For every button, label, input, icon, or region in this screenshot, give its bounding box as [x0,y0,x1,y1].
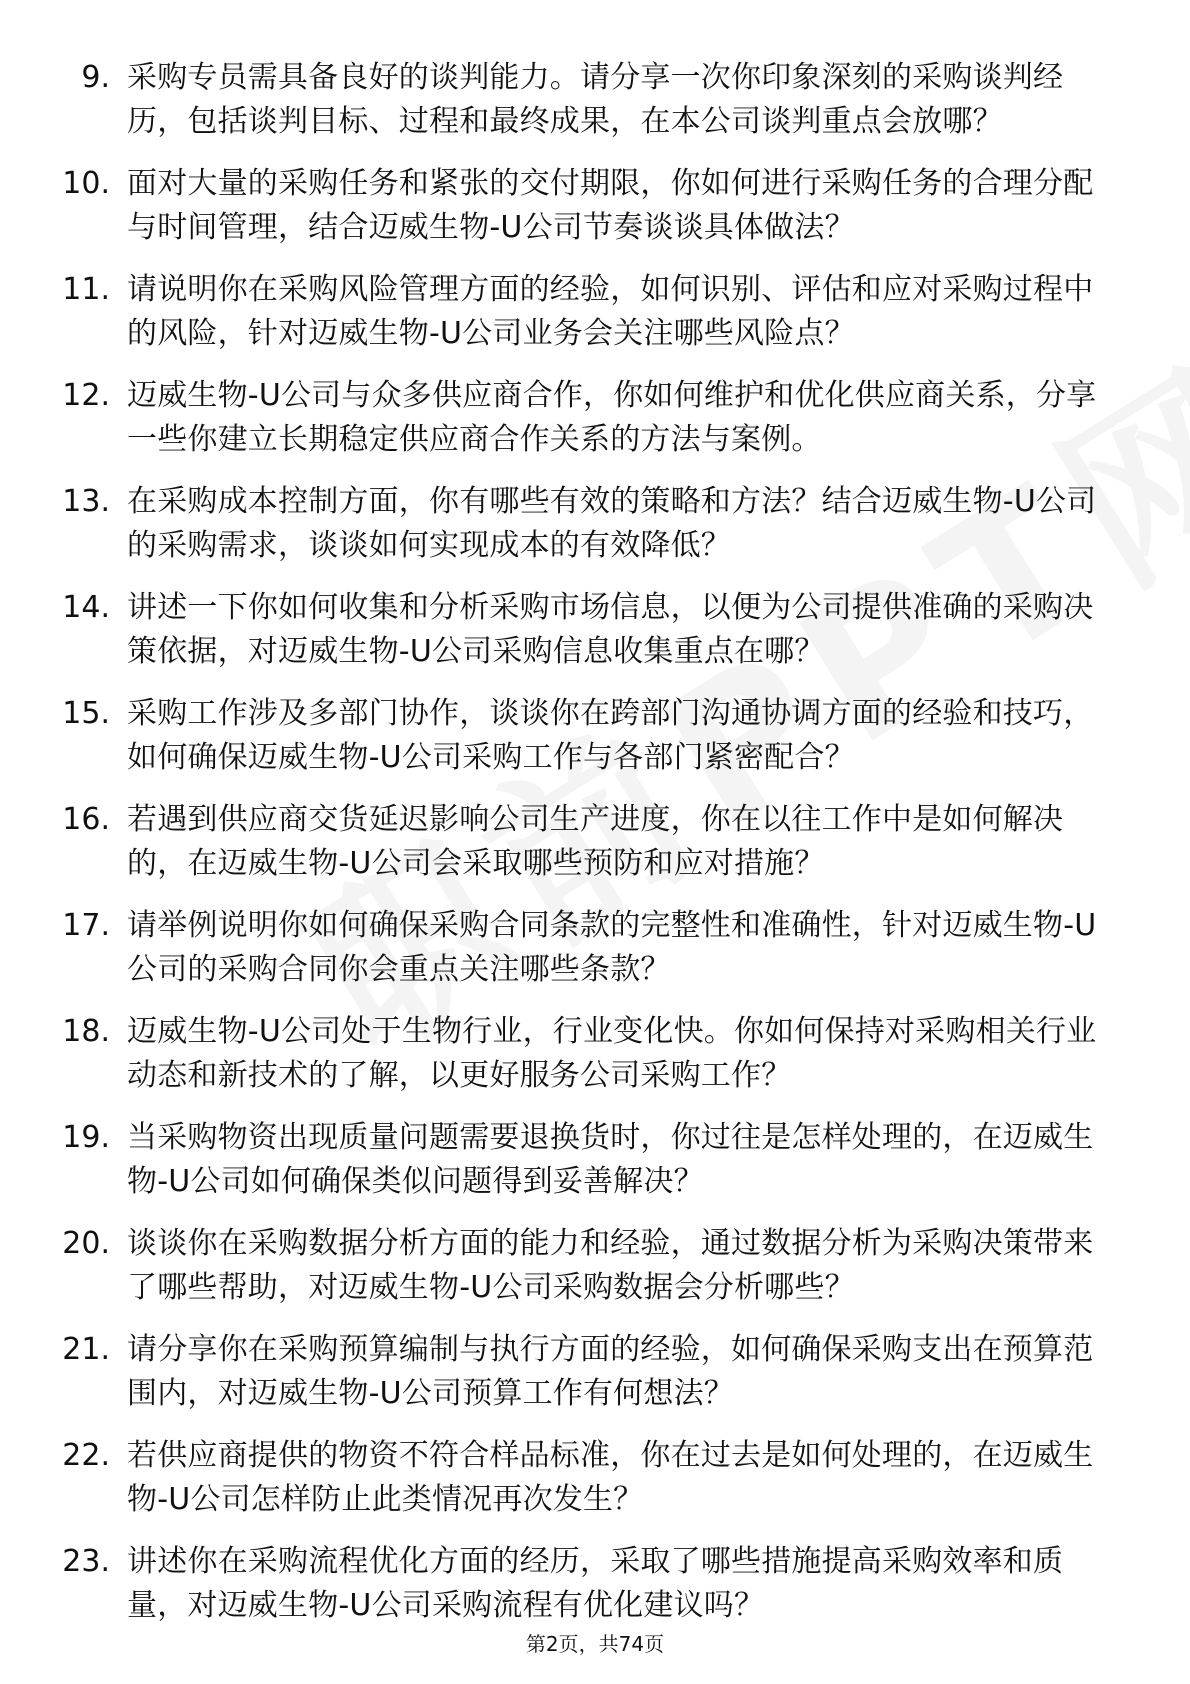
question-number: 10. [62,166,110,201]
question-text: 讲述你在采购流程优化方面的经历，采取了哪些措施提高采购效率和质量，对迈威生物-U公司采购流程有优化建议吗？ [127,1544,1064,1623]
page-footer [0,1628,1190,1657]
question-number: 17. [62,908,110,943]
question-number: 16. [62,802,110,837]
question-text: 请举例说明你如何确保采购合同条款的完整性和准确性，针对迈威生物-U公司的采购合同你会重点关注哪些条款？ [127,908,1097,987]
question-number: 19. [62,1120,110,1155]
list-item [0,1116,1190,1204]
list-item [0,162,1190,250]
list-item [0,1328,1190,1416]
question-text: 采购专员需具备良好的谈判能力。请分享一次你印象深刻的采购谈判经历，包括谈判目标、过程和最终成果，在本公司谈判重点会放哪？ [127,60,1064,139]
question-text: 谈谈你在采购数据分析方面的能力和经验，通过数据分析为采购决策带来了哪些帮助，对迈威生物-U公司采购数据会分析哪些？ [127,1226,1094,1305]
question-text: 面对大量的采购任务和紧张的交付期限，你如何进行采购任务的合理分配与时间管理，结合迈威生物-U公司节奏谈谈具体做法？ [127,166,1094,245]
question-number: 14. [62,590,110,625]
list-item [0,692,1190,780]
question-number: 21. [62,1332,110,1367]
list-item [0,1434,1190,1522]
page-number-label: 第2页，共74页 [525,1632,665,1656]
question-list [0,56,1190,1646]
list-item [0,586,1190,674]
list-item [0,904,1190,992]
question-text: 当采购物资出现质量问题需要退换货时，你过往是怎样处理的，在迈威生物-U公司如何确保类似问题得到妥善解决？ [127,1120,1094,1199]
list-item [0,374,1190,462]
question-text: 迈威生物-U公司与众多供应商合作，你如何维护和优化供应商关系，分享一些你建立长期稳定供应商合作关系的方法与案例。 [127,378,1097,457]
list-item [0,268,1190,356]
question-text: 采购工作涉及多部门协作，谈谈你在跨部门沟通协调方面的经验和技巧，如何确保迈威生物-U公司采购工作与各部门紧密配合？ [127,696,1094,775]
question-text: 若供应商提供的物资不符合样品标准，你在过去是如何处理的，在迈威生物-U公司怎样防止此类情况再次发生？ [127,1438,1094,1517]
question-number: 23. [62,1544,110,1579]
question-number: 13. [62,484,110,519]
question-text: 迈威生物-U公司处于生物行业，行业变化快。你如何保持对采购相关行业动态和新技术的了解，以更好服务公司采购工作？ [127,1014,1097,1093]
question-text: 在采购成本控制方面，你有哪些有效的策略和方法？结合迈威生物-U公司的采购需求，谈谈如何实现成本的有效降低？ [127,484,1097,563]
list-item [0,1540,1190,1628]
question-number: 20. [62,1226,110,1261]
question-text: 请分享你在采购预算编制与执行方面的经验，如何确保采购支出在预算范围内，对迈威生物-U公司预算工作有何想法？ [127,1332,1094,1411]
question-text: 若遇到供应商交货延迟影响公司生产进度，你在以往工作中是如何解决的，在迈威生物-U公司会采取哪些预防和应对措施？ [127,802,1064,881]
list-item [0,56,1190,144]
question-number: 9. [81,60,110,95]
list-item [0,1222,1190,1310]
question-number: 18. [62,1014,110,1049]
question-number: 22. [62,1438,110,1473]
question-text: 请说明你在采购风险管理方面的经验，如何识别、评估和应对采购过程中的风险，针对迈威生物-U公司业务会关注哪些风险点？ [127,272,1094,351]
question-number: 15. [62,696,110,731]
list-item [0,1010,1190,1098]
list-item [0,480,1190,568]
question-number: 11. [62,272,110,307]
list-item [0,798,1190,886]
question-number: 12. [62,378,110,413]
question-text: 讲述一下你如何收集和分析采购市场信息，以便为公司提供准确的采购决策依据，对迈威生物-U公司采购信息收集重点在哪？ [127,590,1094,669]
